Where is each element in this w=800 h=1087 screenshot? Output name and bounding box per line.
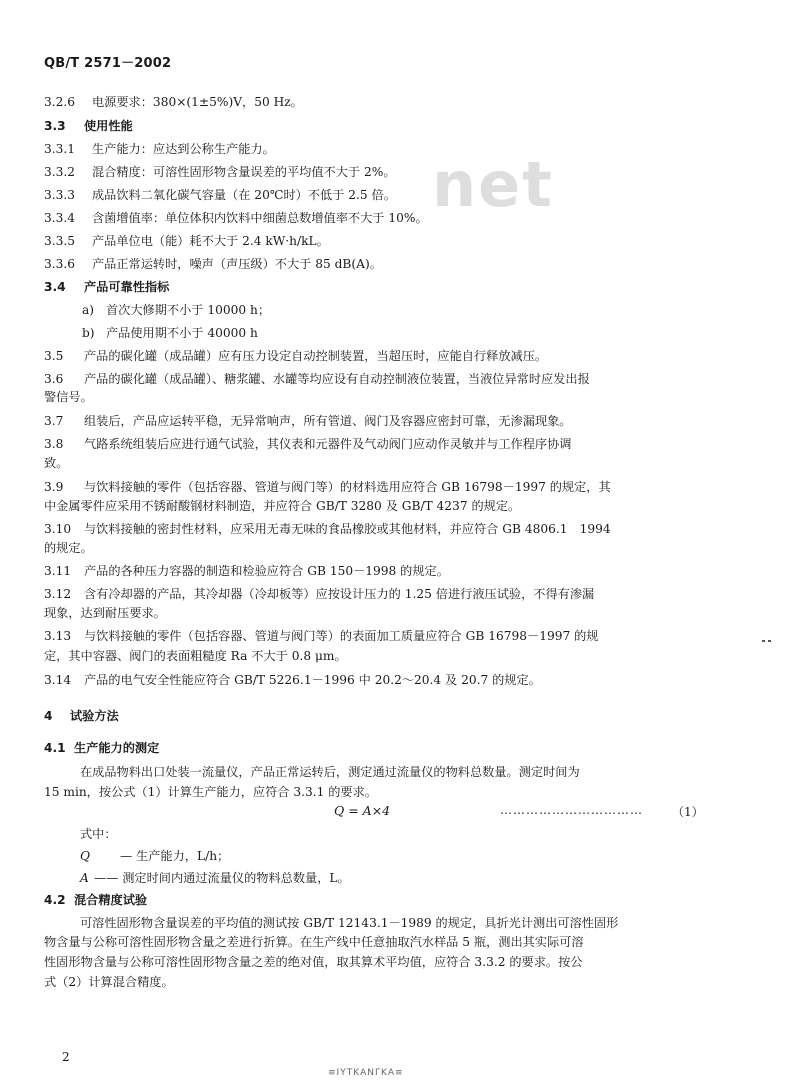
clause-number: 3.4 [44, 280, 66, 294]
clause-3-10-cont [44, 540, 758, 556]
clause-text: 产品可靠性指标 [84, 280, 170, 294]
clause-number: 3.3.3 [44, 188, 76, 202]
paragraph-text: 式（2）计算混合精度。 [44, 975, 174, 989]
paragraph-4-1-line2 [44, 784, 758, 800]
clause-text: 使用性能 [84, 119, 133, 133]
clause-number: 4.1 [44, 741, 66, 755]
clause-3-9-cont [44, 498, 758, 514]
clause-number: 3.9 [44, 480, 64, 494]
clause-number: 3.8 [44, 437, 64, 451]
clause-text: 生产能力的测定 [74, 741, 160, 755]
clause-3-7 [44, 413, 758, 429]
clause-3-9 [44, 479, 758, 495]
clause-text: 与饮料接触的零件（包括容器、管道与阀门等）的表面加工质量应符合 GB 16798－1997 的规 [84, 629, 599, 643]
formula-leader-dots: …………………………… [500, 803, 643, 817]
section-heading-3-3 [44, 118, 758, 134]
variable-definition: —— 测定时间内通过流量仪的物料总数量，L。 [94, 871, 350, 885]
clause-3-5 [44, 348, 758, 364]
clause-number: 3.3.6 [44, 257, 76, 271]
paragraph-text: 15 min，按公式（1）计算生产能力，应符合 3.3.1 的要求。 [44, 785, 377, 799]
clause-number: 3.3.1 [44, 142, 76, 156]
clause-3-3-5 [44, 233, 758, 249]
clause-3-8 [44, 436, 758, 452]
clause-number: 3.10 [44, 522, 72, 536]
paragraph-4-1-line1 [80, 764, 794, 780]
watermark-text: net [432, 148, 554, 221]
clause-text: 混合精度试验 [74, 893, 148, 907]
clause-text: 产品的碳化罐（成品罐）应有压力设定自动控制装置，当超压时，应能自行释放减压。 [84, 349, 548, 363]
page-number: 2 [62, 1050, 70, 1064]
clause-text: 中金属零件应采用不锈耐酸钢材料制造，并应符合 GB/T 3280 及 GB/T 4237 的规定。 [44, 499, 521, 513]
section-heading-3-4 [44, 279, 758, 295]
clause-3-12 [44, 586, 758, 602]
clause-text: 产品的碳化罐（成品罐）、糖浆罐、水罐等均应设有自动控制液位装置，当液位异常时应发出报 [84, 372, 590, 386]
clause-text: 与饮料接触的密封性材料，应采用无毒无味的食品橡胶或其他材料，并应符合 GB 4806.1 1994 [84, 522, 611, 536]
list-item-text: 首次大修期不小于 10000 h； [106, 303, 271, 317]
clause-text: 警信号。 [44, 390, 93, 404]
list-item-b [82, 325, 796, 341]
list-item-a [82, 302, 796, 318]
variable-symbol: Q [80, 849, 90, 863]
variable-def-a [80, 870, 794, 886]
clause-3-3-4 [44, 210, 758, 226]
clause-text: 电源要求：380×(1±5%)V，50 Hz。 [92, 95, 303, 109]
paragraph-text: 性固形物含量与公称可溶性固形物含量之差的绝对值，取其算术平均值，应符合 3.3.2 的要求。按公 [44, 955, 583, 969]
formula-number: （1） [672, 805, 704, 819]
paragraph-text: 可溶性固形物含量误差的平均值的测试按 GB/T 12143.1－1989 的规定，具折光计测出可溶性固形 [80, 916, 619, 930]
variable-definition: — 生产能力，L/h； [120, 849, 230, 863]
clause-3-11 [44, 563, 758, 579]
variable-def-q [80, 848, 794, 864]
paragraph-4-2-line1 [80, 915, 794, 931]
scan-speck [762, 640, 765, 642]
clause-number: 3.3.2 [44, 165, 76, 179]
paragraph-4-2-line2 [44, 934, 758, 950]
clause-text: 含有冷却器的产品，其冷却器（冷却板等）应按设计压力的 1.25 倍进行液压试验，不得有渗漏 [84, 587, 595, 601]
clause-text: 定，其中容器、阀门的表面粗糙度 Ra 不大于 0.8 μm。 [44, 649, 347, 663]
clause-number: 3.2.6 [44, 95, 76, 109]
clause-number: 3.3 [44, 119, 66, 133]
clause-3-3-6 [44, 256, 758, 272]
clause-text: 产品正常运转时，噪声（声压级）不大于 85 dB(A)。 [92, 257, 382, 271]
variable-symbol: A [80, 871, 89, 885]
paragraph-4-2-line3 [44, 954, 758, 970]
standard-code-header: QB/T 2571－2002 [44, 56, 172, 71]
clause-number: 3.3.4 [44, 211, 76, 225]
clause-3-12-cont [44, 605, 758, 621]
clause-number: 3.12 [44, 587, 72, 601]
clause-text: 成品饮料二氧化碳气容量（在 20℃时）不低于 2.5 倍。 [92, 188, 396, 202]
formula-1: Q = A×4 [334, 803, 391, 818]
clause-number: 3.13 [44, 629, 72, 643]
clause-text: 气路系统组装后应进行通气试验，其仪表和元器件及气动阀门应动作灵敏并与工作程序协调 [84, 437, 572, 451]
clause-number: 4.2 [44, 893, 66, 907]
clause-number: 3.14 [44, 673, 72, 687]
clause-number: 3.3.5 [44, 234, 76, 248]
clause-text: 现象，达到耐压要求。 [44, 606, 166, 620]
clause-number: 3.7 [44, 414, 64, 428]
list-marker: a) [82, 303, 95, 317]
clause-text: 的规定。 [44, 541, 93, 555]
clause-3-10 [44, 521, 758, 537]
clause-3-8-cont [44, 455, 758, 471]
paragraph-text: 物含量与公称可溶性固形物含量之差进行折算。在生产线中任意抽取汽水样品 5 瓶，测出其实际可溶 [44, 935, 584, 949]
section-heading-4-2 [44, 892, 758, 908]
clause-3-6-cont [44, 389, 758, 405]
clause-number: 3.5 [44, 349, 64, 363]
clause-text: 致。 [44, 456, 69, 470]
section-heading-4-1 [44, 740, 758, 756]
clause-number: 3.6 [44, 372, 64, 386]
chapter-heading-4 [44, 708, 758, 724]
clause-text: 试验方法 [70, 709, 119, 723]
clause-number: 3.11 [44, 564, 72, 578]
paragraph-text: 在成品物料出口处装一流量仪，产品正常运转后，测定通过流量仪的物料总数量。测定时间为 [80, 765, 580, 779]
clause-text: 与饮料接触的零件（包括容器、管道与阀门等）的材料选用应符合 GB 16798－1997 的规定，其 [84, 480, 611, 494]
clause-3-3-1 [44, 141, 758, 157]
clause-text: 生产能力：应达到公称生产能力。 [92, 142, 275, 156]
clause-number: 4 [44, 709, 53, 723]
scan-speck [768, 640, 771, 642]
clause-text: 组装后，产品应运转平稳，无异常响声，所有管道、阀门及容器应密封可靠，无渗漏现象。 [84, 414, 572, 428]
clause-text: 产品的各种压力容器的制造和检验应符合 GB 150－1998 的规定。 [84, 564, 449, 578]
where-label [80, 826, 794, 842]
clause-text: 混合精度：可溶性固形物含量误差的平均值不大于 2%。 [92, 165, 396, 179]
clause-3-13 [44, 628, 758, 644]
clause-text: 含菌增值率：单位体积内饮料中细菌总数增值率不大于 10%。 [92, 211, 428, 225]
footer-mark: ≡ΙΥΤΚΑΝΓΚΑ≡ [328, 1068, 404, 1078]
list-marker: b) [82, 326, 95, 340]
clause-3-2-6 [44, 94, 758, 110]
clause-text: 产品单位电（能）耗不大于 2.4 kW·h/kL。 [92, 234, 329, 248]
clause-text: 产品的电气安全性能应符合 GB/T 5226.1－1996 中 20.2～20.4 及 20.7 的规定。 [84, 673, 541, 687]
clause-3-3-3 [44, 187, 758, 203]
clause-3-13-cont [44, 648, 758, 664]
where-text: 式中： [80, 827, 117, 841]
clause-3-14 [44, 672, 758, 688]
list-item-text: 产品使用期不小于 40000 h [106, 326, 258, 340]
clause-3-6 [44, 371, 758, 387]
paragraph-4-2-line4 [44, 974, 758, 990]
clause-3-3-2 [44, 164, 758, 180]
